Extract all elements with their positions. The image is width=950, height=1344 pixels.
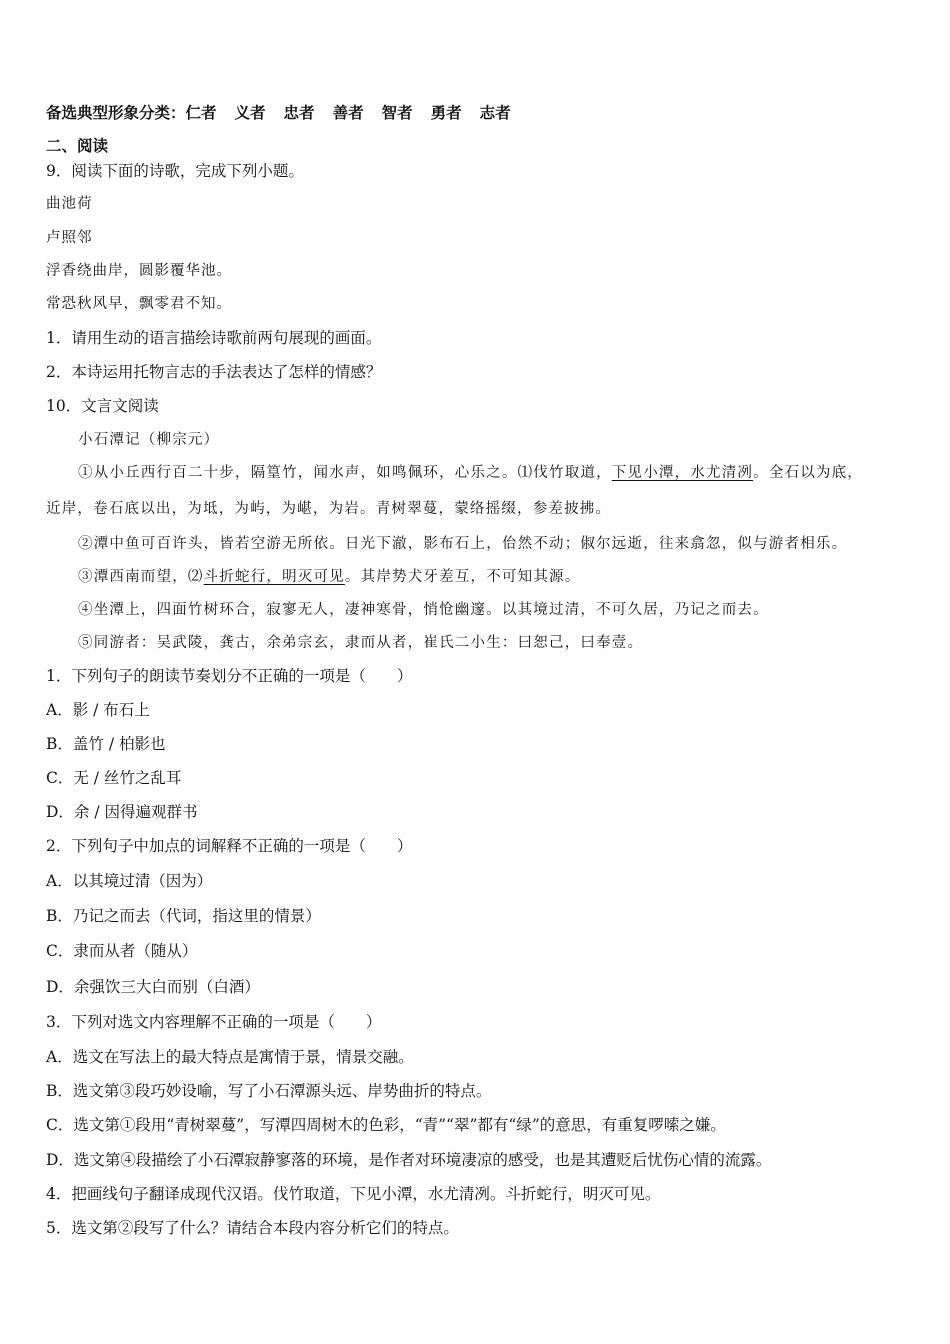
poem-author: 卢照邻 [46, 230, 93, 246]
option: D．余强饮三大白而别（白酒） [46, 978, 260, 996]
poem-line: 常恐秋风早，飘零君不知。 [46, 296, 232, 312]
passage-paragraph-2: ②潭中鱼可百许头，皆若空游无所依。日光下澈，影布石上，佁然不动；俶尔远逝，往来翕忽，似与游者相乐。 [78, 536, 848, 552]
typical-image-categories [46, 103, 529, 123]
underlined-sentence: 斗折蛇行，明灭可见 [203, 569, 345, 585]
sub-question-5: 5．选文第②段写了什么？请结合本段内容分析它们的特点。 [46, 1219, 459, 1237]
option: D．余 / 因得遍观群书 [46, 803, 198, 821]
passage-text: ③潭西南而望，⑵ [78, 569, 204, 585]
underlined-sentence: 下见小潭，水尤清冽 [611, 465, 754, 481]
passage-paragraph-5: ⑤同游者：吴武陵，龚古，余弟宗玄，隶而从者，崔氏二小生：曰恕己，曰奉壹。 [78, 635, 644, 651]
passage-paragraph-4: ④坐潭上，四面竹树环合，寂寥无人，凄神寒骨，悄怆幽邃。以其境过清，不可久居，乃记之而去。 [78, 602, 769, 618]
option: B．盖竹 / 柏影也 [46, 735, 166, 753]
category-item: 义者 [234, 104, 266, 122]
sub-question-1: 1．下列句子的朗读节奏划分不正确的一项是（ ） [46, 667, 413, 685]
option: B．选文第③段巧妙设喻，写了小石潭源头远、岸势曲折的特点。 [46, 1082, 492, 1100]
passage-title: 小石潭记（柳宗元） [78, 432, 220, 448]
passage-paragraph-1-cont: 近岸，卷石底以出，为坻，为屿，为嵁，为岩。青树翠蔓，蒙络摇缀，参差披拂。 [46, 501, 612, 517]
option: C．无 / 丝竹之乱耳 [46, 769, 182, 787]
section-title: 二、阅读 [46, 137, 109, 155]
passage-text: 。其岸势犬牙差互，不可知其源。 [344, 569, 581, 585]
option: A．选文在写法上的最大特点是寓情于景，情景交融。 [46, 1048, 414, 1066]
category-item: 仁者 [185, 104, 217, 122]
passage-paragraph-1 [78, 463, 863, 483]
passage-paragraph-3 [78, 567, 580, 587]
passage-text: 。全石以为底， [753, 465, 864, 481]
category-item: 善者 [332, 104, 364, 122]
category-item: 志者 [479, 104, 511, 122]
option: D．选文第④段描绘了小石潭寂静寥落的环境，是作者对环境凄凉的感受，也是其遭贬后忧伤心情的流露。 [46, 1151, 772, 1169]
q9-question: 2．本诗运用托物言志的手法表达了怎样的情感？ [46, 363, 382, 381]
option: A．影 / 布石上 [46, 701, 150, 719]
sub-question-3: 3．下列对选文内容理解不正确的一项是（ ） [46, 1013, 382, 1031]
category-item: 忠者 [283, 104, 315, 122]
option: B．乃记之而去（代词，指这里的情景） [46, 907, 321, 925]
category-item: 智者 [381, 104, 413, 122]
poem-title: 曲池荷 [46, 196, 93, 212]
option: A．以其境过清（因为） [46, 872, 213, 890]
q10-prompt: 10．文言文阅读 [46, 397, 159, 415]
sub-question-4: 4．把画线句子翻译成现代汉语。伐竹取道，下见小潭，水尤清冽。斗折蛇行，明灭可见。 [46, 1185, 661, 1203]
q9-question: 1．请用生动的语言描绘诗歌前两句展现的画面。 [46, 329, 382, 347]
sub-question-2: 2．下列句子中加点的词解释不正确的一项是（ ） [46, 837, 413, 855]
categories-label: 备选典型形象分类： [46, 104, 186, 122]
option: C．选文第①段用“青树翠蔓”，写潭四周树木的色彩，“青”“翠”都有“绿”的意思，有重复啰嗦之嫌。 [46, 1116, 726, 1134]
q9-prompt: 9．阅读下面的诗歌，完成下列小题。 [46, 162, 304, 180]
poem-line: 浮香绕曲岸，圆影覆华池。 [46, 263, 232, 279]
category-item: 勇者 [430, 104, 462, 122]
passage-text: ①从小丘西行百二十步，隔篁竹，闻水声，如鸣佩环，心乐之。⑴伐竹取道， [78, 465, 612, 481]
option: C．隶而从者（随从） [46, 942, 198, 960]
